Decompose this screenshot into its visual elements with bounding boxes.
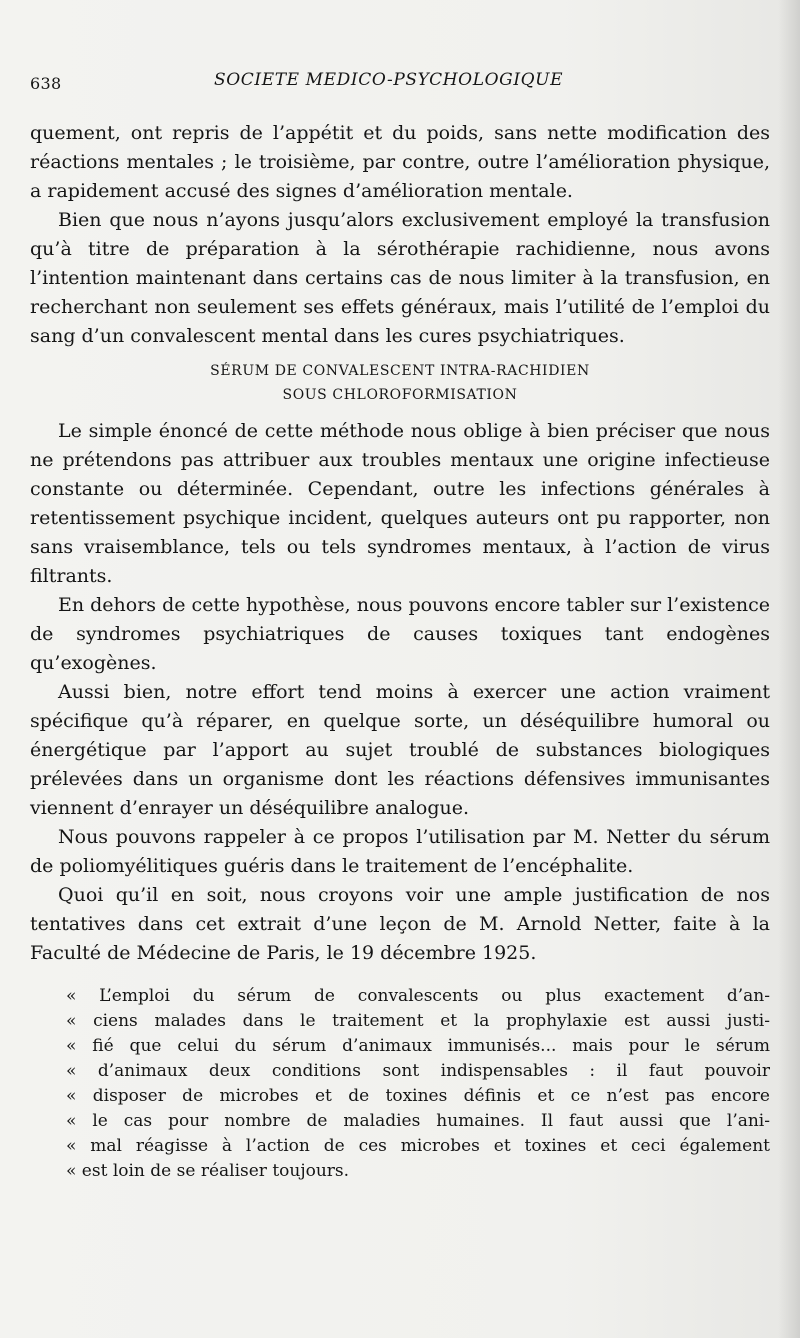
quote-line: « ciens malades dans le traitement et la prophylaxie est aussi justi- — [66, 1011, 770, 1031]
paragraph-method: Le simple énoncé de cette méthode nous oblige à bien préciser que nous ne prétendons pas attribuer aux troubles mentaux une origine infectieuse constante ou déterminée. Cependant, outre les infections générales à retentissement psychique incident, quelques auteurs ont pu rapporter, non sans vraisemblance, tels ou tels syndromes mentaux, à l’action de virus filtrants. — [30, 420, 770, 587]
paragraph-effort: Aussi bien, notre effort tend moins à exercer une action vraiment spécifique qu’à réparer, en quelque sorte, un déséquilibre humoral ou énergétique par l’apport au sujet troublé de substances biologiques prélevées dans un organisme dont les réactions défensives immunisantes viennent d’enrayer un déséquilibre analogue. — [30, 681, 770, 819]
paragraph-netter: Nous pouvons rappeler à ce propos l’utilisation par M. Netter du sérum de poliomyélitiques guéris dans le traitement de l’encéphalite. — [30, 826, 770, 877]
quote-line: « fié que celui du sérum d’animaux immunisés... mais pour le sérum — [66, 1036, 770, 1056]
paragraph-hypothesis: En dehors de cette hypothèse, nous pouvons encore tabler sur l’existence de syndromes psychiatriques de causes toxiques tant endogènes qu’exogènes. — [30, 594, 770, 674]
quote-line: « d’animaux deux conditions sont indispensables : il faut pouvoir — [66, 1061, 770, 1081]
quote-line: « disposer de microbes et de toxines définis et ce n’est pas encore — [66, 1086, 770, 1106]
paragraph-continuation: quement, ont repris de l’appétit et du poids, sans nette modification des réactions mentales ; le troisième, par contre, outre l’amélioration physique, a rapidement accusé des signes d’amélioration mentale. — [30, 122, 770, 202]
quote-line: « mal réagisse à l’action de ces microbes et toxines et ceci également — [66, 1136, 770, 1156]
section-heading-line-2: SOUS CHLOROFORMISATION — [282, 387, 518, 403]
body-text — [30, 119, 770, 1184]
quote-line: « L’emploi du sérum de convalescents ou plus exactement d’an- — [66, 986, 770, 1006]
quote-line: « le cas pour nombre de maladies humaines. Il faut aussi que l’ani- — [66, 1111, 770, 1131]
section-heading — [30, 359, 770, 407]
section-heading-line-1: SÉRUM DE CONVALESCENT INTRA-RACHIDIEN — [210, 363, 590, 379]
page-number: 638 — [30, 74, 62, 93]
running-head — [30, 70, 770, 94]
quote-line: « est loin de se réaliser toujours. — [66, 1161, 350, 1181]
page-edge-shadow — [778, 0, 800, 1338]
paragraph-justification: Quoi qu’il en soit, nous croyons voir une ample justification de nos tentatives dans cet extrait d’une leçon de M. Arnold Netter, faite à la Faculté de Médecine de Paris, le 19 décembre 1925. — [30, 884, 770, 964]
journal-title: SOCIETE MEDICO-PSYCHOLOGIQUE — [214, 70, 564, 90]
paragraph-transfusion: Bien que nous n’ayons jusqu’alors exclusivement employé la transfusion qu’à titre de préparation à la sérothérapie rachidienne, nous avons l’intention maintenant dans certains cas de nous limiter à la transfusion, en recherchant non seulement ses effets généraux, mais l’utilité de l’emploi du sang d’un convalescent mental dans les cures psychiatriques. — [30, 209, 770, 347]
quotation-block — [30, 984, 770, 1184]
